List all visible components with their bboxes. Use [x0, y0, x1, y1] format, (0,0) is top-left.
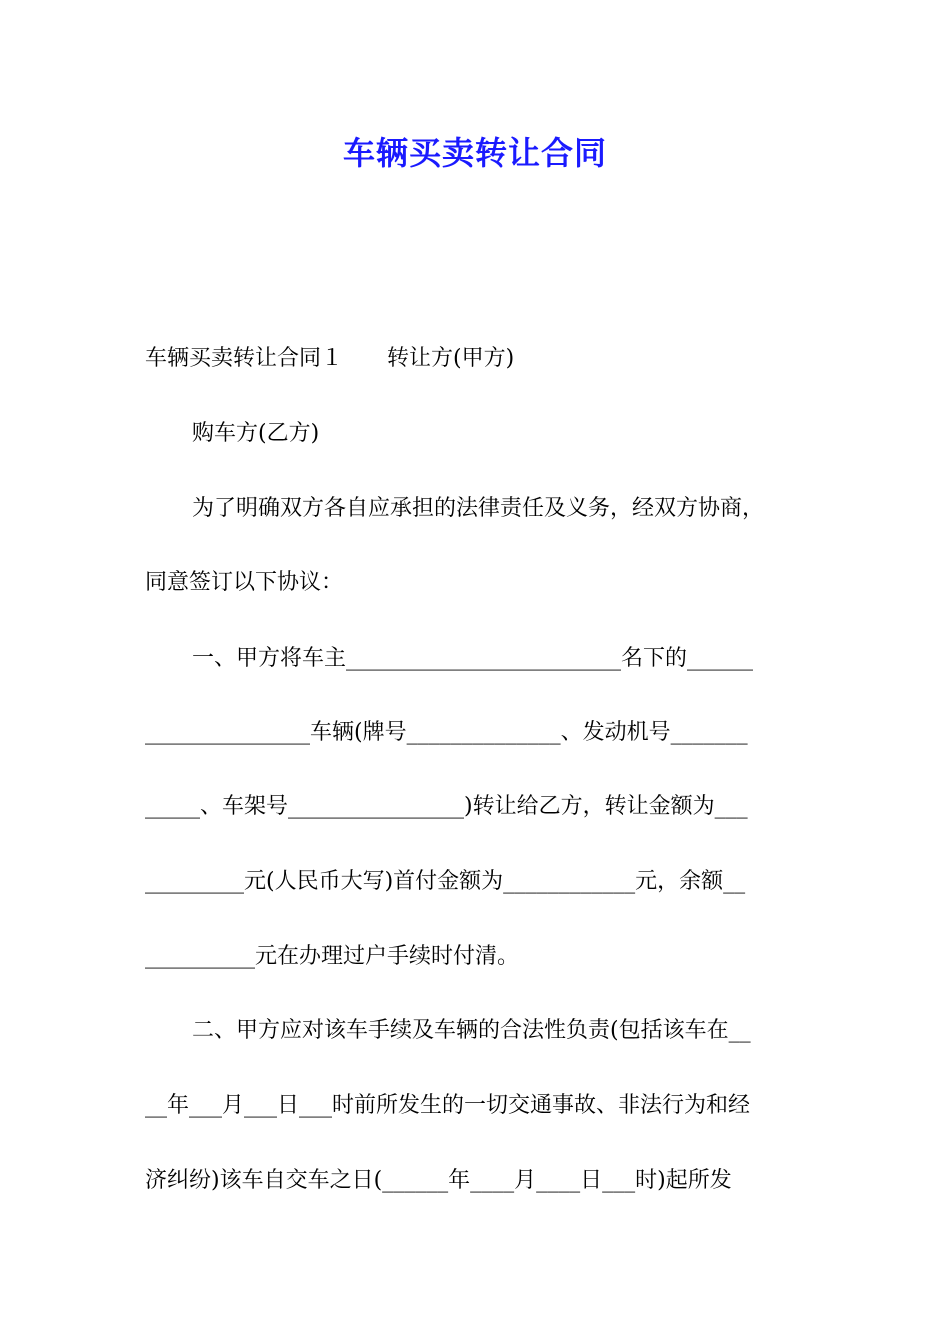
body-line-3: 为了明确双方各自应承担的法律责任及义务，经双方协商，: [192, 496, 765, 521]
body-line-2: 购车方(乙方): [192, 421, 320, 446]
body-line-10: 二、甲方应对该车手续及车辆的合法性负责(包括该车在__: [192, 1018, 751, 1043]
body-line-5: 一、甲方将车主_________________________名下的______: [192, 646, 754, 671]
body-line-12: 济纠纷)该车自交车之日(______年____月____日___时)起所发: [145, 1168, 732, 1193]
document-title: 车辆买卖转让合同: [342, 134, 607, 172]
body-line-1: 车辆买卖转让合同１ 转让方(甲方): [145, 346, 515, 371]
body-line-9: __________元在办理过户手续时付清。: [145, 944, 520, 969]
body-line-6: _______________车辆(牌号______________、发动机号_______: [145, 720, 748, 745]
body-line-11: __年___月___日___时前所发生的一切交通事故、非法行为和经: [145, 1093, 751, 1118]
body-line-4: 同意签订以下协议：: [145, 570, 344, 595]
body-line-8: _________元(人民币大写)首付金额为____________元，余额__: [145, 869, 746, 894]
body-line-7: _____、车架号________________)转让给乙方，转让金额为___: [145, 794, 748, 819]
